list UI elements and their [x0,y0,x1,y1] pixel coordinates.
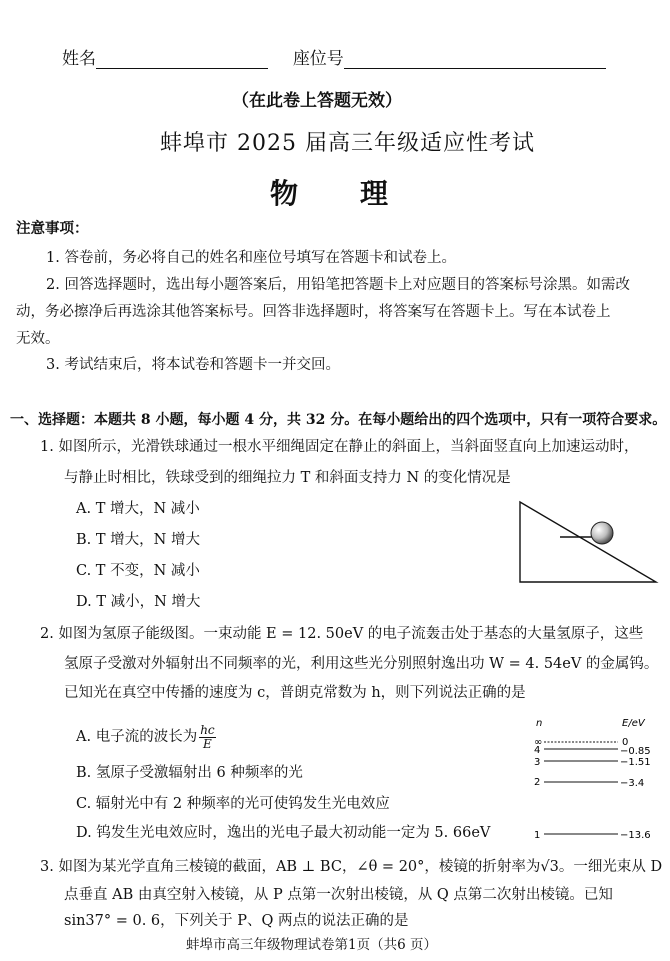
invalid-note: （在此卷上答题无效） [232,91,402,111]
q2-stem-line-1: 2. 如图为氢原子能级图。一束动能 E = 12. 50eV 的电子流轰击处于基态的大量氢原子，这些 [40,626,644,642]
level-e-1: −13.6 [620,830,651,841]
level-n-1: 1 [534,830,541,841]
axis-label-n: n [536,718,543,729]
level-n-inf: ∞ [534,737,543,748]
name-row [62,44,606,69]
q3-stem-line-2: 点垂直 AB 由真空射入棱镜，从 P 点第一次射出棱镜，从 Q 点第二次射出棱镜。已知 [64,887,613,903]
name-blank [96,52,268,69]
name-label: 姓名 [62,49,96,69]
q1-stem-line-2: 与静止时相比，铁球受到的细绳拉力 T 和斜面支持力 N 的变化情况是 [64,470,511,486]
q1-incline-figure [516,498,660,586]
section-heading: 一、选择题：本题共 8 小题，每小题 4 分，共 32 分。在每小题给出的四个选项中，只有一项符合要求。 [10,412,667,428]
page-footer: 蚌埠市高三年级物理试卷第1页（共6 页） [186,937,437,953]
level-e-2: −3.4 [620,778,645,789]
energy-level-diagram [528,712,662,844]
q2-option-a-text: A. 电子流的波长为 [76,729,198,746]
q2-option-b: B. 氢原子受激辐射出 6 种频率的光 [76,765,303,781]
fraction-denominator: E [203,736,212,751]
notice-item-3: 3. 考试结束后，将本试卷和答题卡一并交回。 [46,357,340,373]
level-n-2: 2 [534,777,541,788]
notice-item-1: 1. 答卷前，务必将自己的姓名和座位号填写在答题卡和试卷上。 [46,250,456,266]
incline-triangle [520,502,656,582]
q1-option-c: C. T 不变，N 减小 [76,563,200,579]
notice-item-2-line-2: 动，务必擦净后再选涂其他答案标号。回答非选择题时，将答案写在答题卡上。写在本试卷上 [16,304,611,320]
q1-option-b: B. T 增大，N 增大 [76,532,200,548]
iron-ball [591,522,613,544]
q1-option-d: D. T 减小，N 增大 [76,594,201,610]
q2-stem-line-3: 已知光在真空中传播的速度为 c，普朗克常数为 h，则下列说法正确的是 [64,685,526,701]
fraction-numerator: hc [200,723,215,737]
q1-stem-line-1: 1. 如图所示，光滑铁球通过一根水平细绳固定在静止的斜面上，当斜面竖直向上加速运动时， [40,439,639,455]
q2-option-a [76,724,216,750]
level-n-3: 3 [534,757,541,768]
seat-blank [344,52,606,69]
q2-option-c: C. 辐射光中有 2 种频率的光可使钨发生光电效应 [76,796,390,812]
exam-title: 蚌埠市 2025 届高三年级适应性考试 [160,131,535,156]
level-e-4: −0.85 [620,746,651,757]
level-e-inf: 0 [622,737,629,748]
notice-item-2-line-1: 2. 回答选择题时，选出每小题答案后，用铅笔把答题卡上对应题目的答案标号涂黑。如需改 [46,277,630,293]
level-e-3: −1.51 [620,757,651,768]
q2-option-a-fraction [199,724,215,750]
q3-stem-line-1: 3. 如图为某光学直角三棱镜的截面，AB ⊥ BC，∠θ = 20°，棱镜的折射率为√3。一细光束从 D [40,859,663,875]
subject-title: 物 理 [270,177,391,210]
q2-stem-line-2: 氢原子受激对外辐射出不同频率的光，利用这些光分别照射逸出功 W = 4. 54eV 的金属钨。 [64,656,659,672]
q2-option-d: D. 钨发生光电效应时，逸出的光电子最大初动能一定为 5. 66eV [76,825,491,841]
q1-option-a: A. T 增大，N 减小 [76,501,200,517]
seat-label: 座位号 [292,49,344,69]
level-n-4: 4 [534,745,541,756]
axis-label-energy: E/eV [622,718,645,729]
notice-item-2-line-3: 无效。 [16,331,60,347]
q3-stem-line-3: sin37° = 0. 6，下列关于 P、Q 两点的说法正确的是 [64,913,409,929]
notice-heading: 注意事项： [16,220,89,237]
